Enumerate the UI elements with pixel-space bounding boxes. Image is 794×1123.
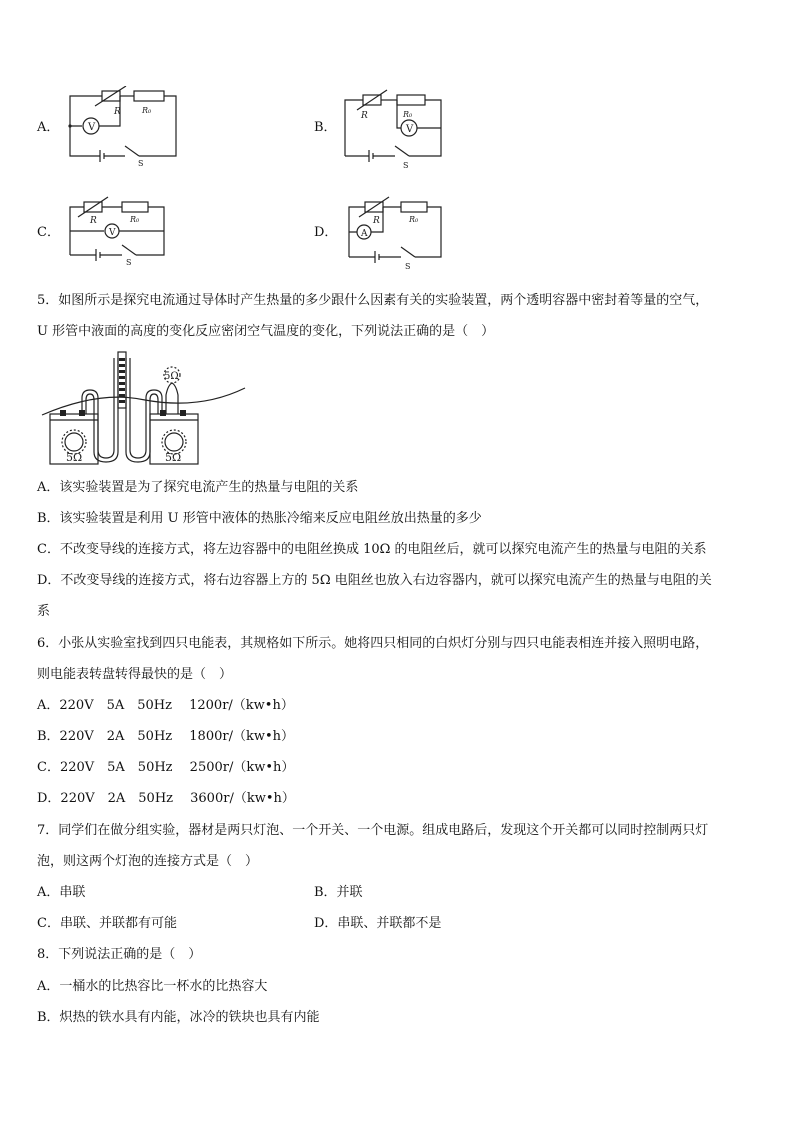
q6-option-b: B．220V 2A 50Hz 1800r/（kw•h）: [37, 729, 294, 744]
q4-option-a-label: A．: [37, 120, 60, 135]
q5-right-resistance-label: 5Ω: [165, 451, 182, 464]
q4-c-R-label: R: [90, 216, 97, 226]
q4-d-meter-label: A: [361, 229, 368, 239]
q7-stem-line2: 泡，则这两个灯泡的连接方式是（ ）: [37, 854, 259, 869]
q4-option-a-circuit: [62, 86, 184, 166]
q4-d-switch-label: S: [405, 262, 411, 269]
q8-option-b: B．炽热的铁水具有内能，冰冷的铁块也具有内能: [37, 1010, 320, 1025]
q4-c-R0-label: R₀: [130, 215, 140, 224]
q5-option-d-line1: D．不改变导线的连接方式，将右边容器上方的 5Ω 电阻丝也放入右边容器内，就可以探究电流产生的热量与电阻的关: [37, 573, 712, 588]
q7-option-c: C．串联、并联都有可能: [37, 916, 177, 931]
q4-option-c-circuit: [62, 193, 172, 265]
q6-option-c: C．220V 5A 50Hz 2500r/（kw•h）: [37, 760, 295, 775]
q5-stem-line2: U 形管中液面的高度的变化反应密闭空气温度的变化，下列说法正确的是（ ）: [37, 324, 495, 339]
q5-apparatus-figure: [40, 350, 250, 468]
q5-option-b: B．该实验装置是利用 U 形管中液体的热胀冷缩来反应电阻丝放出热量的多少: [37, 511, 482, 526]
q4-option-c-label: C．: [37, 225, 60, 240]
q4-b-R0-label: R₀: [403, 110, 413, 119]
q4-d-R-label: R: [373, 216, 380, 226]
q6-option-d: D．220V 2A 50Hz 3600r/（kw•h）: [37, 791, 295, 806]
q5-option-d-line2: 系: [37, 604, 51, 619]
q4-c-switch-label: S: [126, 258, 132, 265]
q8-option-a: A．一桶水的比热容比一杯水的比热容大: [37, 979, 268, 994]
q5-option-a: A．该实验装置是为了探究电流产生的热量与电阻的关系: [37, 480, 359, 495]
q4-d-R0-label: R₀: [409, 215, 419, 224]
q7-stem-line1: 7．同学们在做分组实验，器材是两只灯泡、一个开关、一个电源。组成电路后，发现这个开关都可以同时控制两只灯: [37, 823, 709, 838]
q7-option-d: D．串联、并联都不是: [314, 916, 442, 931]
q8-stem: 8．下列说法正确的是（ ）: [37, 947, 202, 962]
q4-option-d-circuit: [337, 193, 447, 269]
q4-a-switch-label: S: [138, 159, 144, 166]
q4-b-meter-label: V: [406, 124, 414, 135]
q7-option-a: A．串联: [37, 885, 86, 900]
q4-b-switch-label: S: [403, 161, 409, 170]
q7-option-b: B．并联: [314, 885, 363, 900]
q5-option-c: C．不改变导线的连接方式，将左边容器中的电阻丝换成 10Ω 的电阻丝后，就可以探究电流产生的热量与电阻的关系: [37, 542, 707, 557]
q5-stem-line1: 5．如图所示是探究电流通过导体时产生热量的多少跟什么因素有关的实验装置，两个透明容器中密封着等量的空气，: [37, 293, 709, 308]
q4-a-meter-label: V: [88, 122, 96, 133]
q4-b-R-label: R: [361, 111, 368, 121]
q6-option-a: A．220V 5A 50Hz 1200r/（kw•h）: [37, 698, 294, 713]
q5-left-resistance-label: 5Ω: [66, 451, 83, 464]
q4-option-b-label: B．: [314, 120, 337, 135]
q4-option-b-circuit: [337, 88, 449, 170]
q5-top-resistance-label: 5Ω: [164, 371, 179, 382]
q4-c-meter-label: V: [109, 228, 116, 238]
q4-a-R0-label: R₀: [142, 106, 152, 115]
q6-stem-line1: 6．小张从实验室找到四只电能表，其规格如下所示。她将四只相同的白炽灯分别与四只电能表相连并接入照明电路，: [37, 636, 709, 651]
q4-a-R-label: R: [114, 107, 121, 117]
q4-option-d-label: D．: [314, 225, 338, 240]
q6-stem-line2: 则电能表转盘转得最快的是（ ）: [37, 667, 233, 682]
